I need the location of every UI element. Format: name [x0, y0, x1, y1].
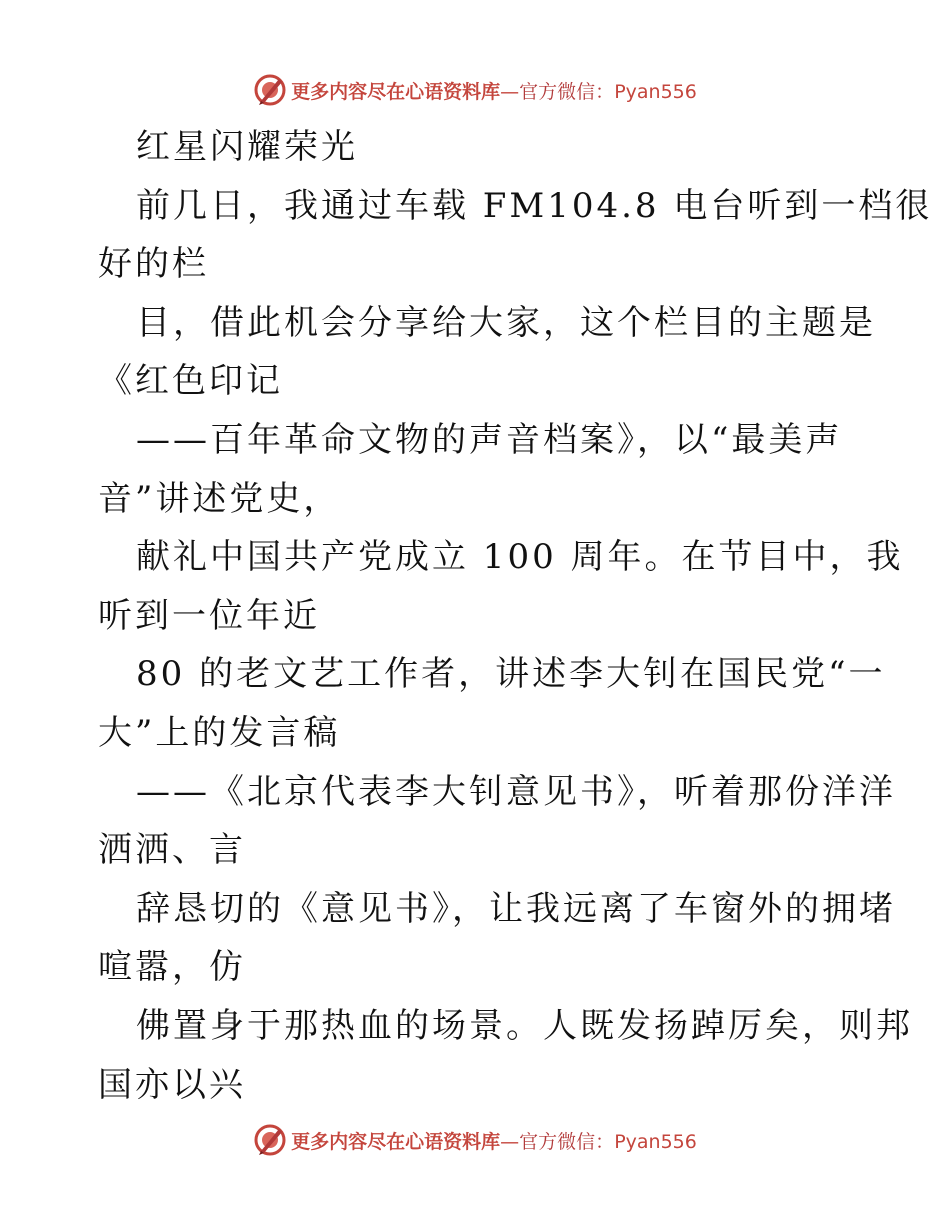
- text-line: 前几日，我通过车载 FM104.8 电台听到一档很: [136, 185, 933, 226]
- text-line: 听到一位年近: [98, 595, 320, 636]
- watermark-wechat-label: 官方微信：: [519, 1130, 615, 1153]
- footer-watermark: [0, 1120, 950, 1160]
- text-line: 国亦以兴: [98, 1064, 246, 1105]
- watermark-separator: —: [500, 1130, 520, 1153]
- text-line: 喧嚣，仿: [98, 947, 246, 988]
- text-line: 80 的老文艺工作者，讲述李大钊在国民党“一: [136, 654, 886, 695]
- watermark-wechat-id: Pyan556: [614, 1130, 697, 1153]
- text-line: 洒洒、言: [98, 830, 246, 871]
- pen-logo-icon: [253, 1123, 287, 1157]
- text-line: 辞恳切的《意见书》，让我远离了车窗外的拥堵: [136, 888, 896, 929]
- watermark-text: [291, 1127, 697, 1154]
- text-line: ——百年革命文物的声音档案》，以“最美声: [136, 419, 843, 460]
- text-line: 目，借此机会分享给大家，这个栏目的主题是: [136, 302, 876, 343]
- watermark-main-text: 更多内容尽在心语资料库: [291, 1130, 501, 1153]
- watermark-main-text: 更多内容尽在心语资料库: [291, 80, 501, 103]
- pen-logo-icon: [253, 73, 287, 107]
- text-line: 红星闪耀荣光: [136, 127, 358, 167]
- text-line: 大”上的发言稿: [98, 712, 341, 753]
- watermark-wechat-id: Pyan556: [614, 80, 697, 103]
- watermark-separator: —: [500, 80, 520, 103]
- header-watermark: [0, 70, 950, 110]
- text-line: 佛置身于那热血的场景。人既发扬踔厉矣，则邦: [136, 1005, 913, 1046]
- text-line: ——《北京代表李大钊意见书》，听着那份洋洋: [136, 771, 896, 812]
- document-body: [98, 118, 933, 1114]
- text-line: 好的栏: [98, 244, 209, 285]
- text-line: 献礼中国共产党成立 100 周年。在节目中，我: [136, 537, 904, 578]
- text-line: 《红色印记: [98, 361, 283, 402]
- watermark-wechat-label: 官方微信：: [519, 80, 615, 103]
- text-line: 音”讲述党史，: [98, 478, 341, 519]
- watermark-text: [291, 77, 697, 104]
